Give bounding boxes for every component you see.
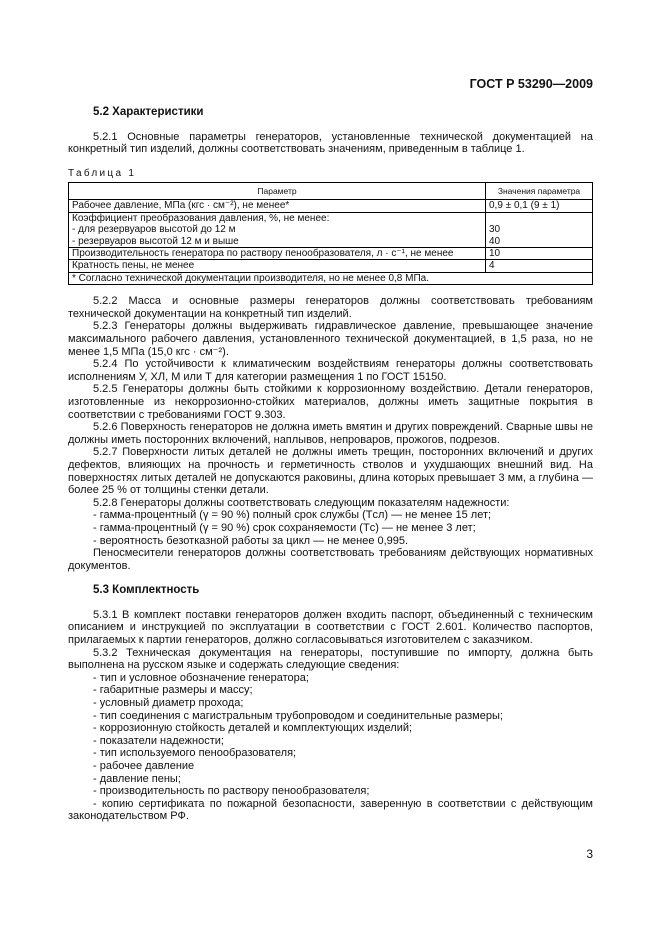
section-heading-characteristics: 5.2 Характеристики: [93, 106, 204, 118]
table-cell-param: Кратность пены, не менее: [69, 260, 486, 272]
list-item: - условный диаметр прохода;: [93, 697, 244, 710]
table-cell-line: Коэффициент преобразования давления, %, не менее:: [72, 212, 330, 224]
table-footnote-row: [69, 272, 593, 284]
page-content: [68, 106, 593, 823]
list-item: - гамма-процентный (γ = 90 %) полный срок службы (Tсл) — не менее 15 лет;: [93, 509, 492, 522]
table-cell-value: 10: [486, 248, 593, 260]
table-cell-value: [486, 212, 593, 247]
list-item: - тип используемого пенообразователя;: [93, 747, 297, 760]
documentation-items-list: [68, 672, 593, 823]
paragraph-5-2-8: 5.2.8 Генераторы должны соответствовать следующим показателям надежности:: [93, 496, 510, 509]
paragraph-foam-mixers: Пеносмесители генераторов должны соответствовать требованиям действующих нормативных документов.: [68, 547, 593, 572]
table-cell-param: [69, 212, 486, 247]
list-item: - гамма-процентный (γ = 90 %) срок сохраняемости (Tс) — не менее 3 лет;: [93, 521, 476, 534]
paragraph-5-2-7: 5.2.7 Поверхности литых деталей не должны иметь трещин, посторонних включений и других дефектов, влияющих на прочность и герметичность стволов и ухудшающих внешний вид. На поверхностях литых деталей не допускаются раковины, длина которых превышает 3 мм, а глубина — более 25 % от толщины стенки детали.: [68, 446, 593, 497]
list-item: - вероятность безотказной работы за цикл — не менее 0,995.: [93, 534, 409, 547]
table-caption: Таблица 1: [68, 167, 137, 179]
table-header-parameter: Параметр: [69, 183, 486, 200]
paragraph-5-3-2: 5.3.2 Техническая документация на генераторы, поступившие по импорту, должна быть выполнена на русском языке и содержать следующие сведения:: [68, 646, 593, 672]
table-header-value: Значения параметра: [486, 183, 593, 200]
document-header-standard: ГОСТ Р 53290—2009: [469, 77, 593, 91]
list-item: - габаритные размеры и массу;: [93, 684, 253, 697]
list-item: - тип и условное обозначение генератора;: [93, 671, 309, 684]
list-item: - тип соединения с магистральным трубопроводом и соединительные размеры;: [93, 709, 503, 722]
table-cell-param: Производительность генератора по раствору пенообразователя, л · с⁻¹, не менее: [69, 248, 486, 260]
paragraph-5-2-5: 5.2.5 Генераторы должны быть стойкими к коррозионному воздействию. Детали генераторов, изготовленные из некоррозионно-стойких материалов, должны иметь защитные покрытия в соответствии с требованиями ГОСТ 9.303.: [68, 383, 593, 421]
table-header-row: [69, 183, 593, 200]
paragraph-5-2-2: 5.2.2 Масса и основные размеры генераторов должны соответствовать требованиям технической документации на конкретный тип изделий.: [68, 295, 593, 320]
table-row: [69, 212, 593, 247]
table-row: [69, 260, 593, 272]
paragraph-5-2-3: 5.2.3 Генераторы должны выдерживать гидравлическое давление, превышающее значение максимального рабочего давления, установленного технической документацией, в 1,5 раза, но не менее 1,5 МПа (15,0 кгс · см⁻²).: [68, 320, 593, 358]
table-cell-line: - для резервуаров высотой до 12 м: [72, 224, 236, 236]
table-cell-line: 30: [489, 224, 501, 236]
table-row: [69, 248, 593, 260]
table-cell-value: 4: [486, 260, 593, 272]
paragraph-5-3-1: 5.3.1 В комплект поставки генераторов должен входить паспорт, объединенный с техническим описанием и инструкцией по эксплуатации в соответствии с ГОСТ 2.601. Количество паспортов, прилагаемых к партии генераторов, должно согласовываться изготовителем с заказчиком.: [68, 608, 593, 647]
paragraph-5-2-4: 5.2.4 По устойчивости к климатическим воздействиям генераторы должны соответствовать исполнениям У, ХЛ, М или Т для категории размещения 1 по ГОСТ 15150.: [68, 358, 593, 383]
paragraph-5-2-6: 5.2.6 Поверхность генераторов не должна иметь вмятин и других повреждений. Сварные швы не должны иметь посторонних включений, наплывов, непроваров, прожогов, подрезов.: [68, 421, 593, 446]
table-cell-param: Рабочее давление, МПа (кгс · см⁻²), не менее*: [69, 200, 486, 212]
list-item: - рабочее давление: [93, 760, 195, 772]
list-item: - давление пены;: [93, 772, 181, 785]
table-footnote: * Согласно технической документации производителя, но не менее 0,8 МПа.: [69, 272, 593, 284]
list-item-certificate: - копию сертификата по пожарной безопасности, заверенную в соответствии с действующим законодательством РФ.: [68, 797, 593, 823]
parameters-table: [68, 182, 593, 285]
list-item: - коррозионную стойкость деталей и комплектующих изделий;: [93, 722, 413, 735]
table-cell-value: 0,9 ± 0,1 (9 ± 1): [486, 200, 593, 212]
table-cell-line: - резервуаров высотой 12 м и выше: [72, 235, 239, 247]
list-item: - производительность по раствору пенообразователя;: [93, 785, 370, 798]
section-heading-completeness: 5.3 Комплектность: [93, 584, 200, 597]
table-row: [69, 200, 593, 212]
page-number: 3: [586, 847, 593, 861]
table-cell-line: 40: [489, 235, 501, 247]
list-item: - показатели надежности;: [93, 734, 224, 747]
paragraph-5-2-1: 5.2.1 Основные параметры генераторов, установленные технической документацией на конкретный тип изделий, должны соответствовать значениям, приведенным в таблице 1.: [68, 130, 593, 156]
